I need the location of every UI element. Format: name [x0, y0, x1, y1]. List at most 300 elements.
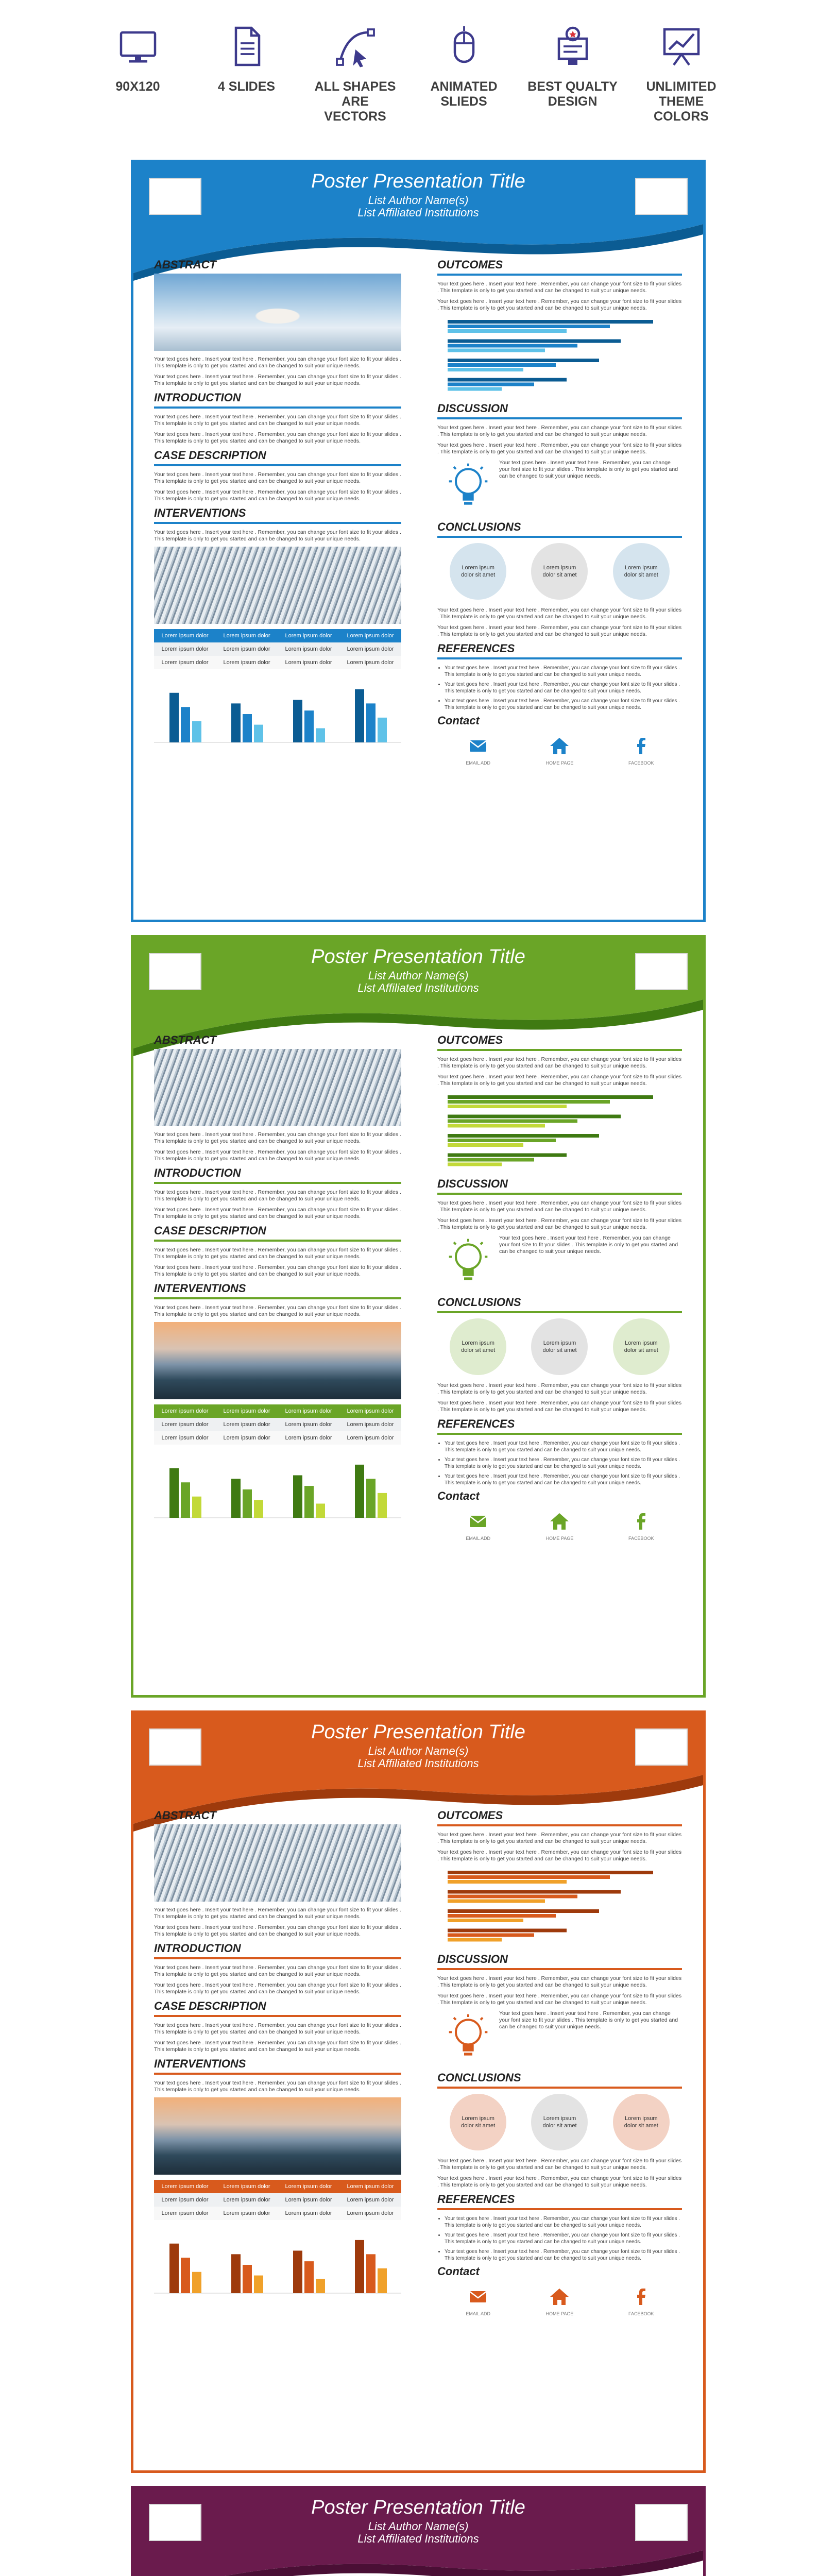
- email-icon: [467, 1510, 489, 1533]
- hbar-1-S3: [448, 1900, 545, 1903]
- vertical-bar-chart: [154, 1456, 401, 1528]
- conclusion-circles: [437, 1318, 682, 1375]
- case-text-2: Your text goes here . Insert your text here . Remember, you can change your font size to fit your slides . This template is only to get you started and can be changed to suit your unique needs.: [154, 1264, 401, 1277]
- section-divider: [154, 464, 401, 466]
- section-title-contact: Contact: [437, 714, 480, 727]
- section-title-references: REFERENCES: [437, 2193, 515, 2206]
- idea-row: [437, 1235, 682, 1292]
- outcomes-text-2: Your text goes here . Insert your text here . Remember, you can change your font size to fit your slides . This template is only to get you started and can be changed to suit your unique needs.: [437, 1074, 682, 1087]
- conclusion-circle: Lorem ipsum dolor sit amet: [613, 543, 670, 600]
- hbar-3-S2: [448, 383, 534, 386]
- table-cell: Lorem ipsum dolor: [285, 1435, 332, 1441]
- bar-A-S1: [169, 693, 179, 742]
- outcomes-text: Your text goes here . Insert your text here . Remember, you can change your font size to fit your slides . This template is only to get you started and can be changed to suit your unique needs.: [437, 1832, 682, 1844]
- home-icon: [548, 1510, 571, 1533]
- bar-A-S2: [181, 2258, 190, 2293]
- table-cell: Lorem ipsum dolor: [347, 1435, 394, 1441]
- table-cell: Lorem ipsum dolor: [285, 633, 332, 639]
- contact-email[interactable]: [442, 1510, 514, 1541]
- right-column: [437, 1033, 682, 1541]
- table-cell: Lorem ipsum dolor: [285, 1421, 332, 1428]
- section-divider: [437, 657, 682, 659]
- references-list: [437, 2215, 682, 2262]
- reference-item: • Your text goes here . Insert your text here . Remember, you can change your font size to fit your slides . This template is only to get you started and can be changed to suit your unique needs.: [445, 2215, 682, 2229]
- interventions-text: Your text goes here . Insert your text here . Remember, you can change your font size to fit your slides . This template is only to get you started and can be changed to suit your unique needs.: [154, 1304, 401, 1317]
- conclusions-text: Your text goes here . Insert your text here . Remember, you can change your font size to fit your slides . This template is only to get you started and can be changed to suit your unique needs.: [437, 607, 682, 620]
- contact-home[interactable]: [523, 735, 595, 766]
- case-text-2: Your text goes here . Insert your text here . Remember, you can change your font size to fit your slides . This template is only to get you started and can be changed to suit your unique needs.: [154, 2040, 401, 2053]
- hbar-2-S3: [448, 368, 523, 371]
- bar-B-S1: [231, 703, 241, 742]
- email-icon: [467, 735, 489, 757]
- hbar-0-S3: [448, 329, 567, 333]
- conclusion-circle: Lorem ipsum dolor sit amet: [450, 2094, 506, 2150]
- section-divider: [437, 536, 682, 538]
- section-title-introduction: INTRODUCTION: [154, 1166, 241, 1179]
- abstract-text-2: Your text goes here . Insert your text here . Remember, you can change your font size to fit your slides . This template is only to get you started and can be changed to suit your unique needs.: [154, 1924, 401, 1937]
- hbar-3-S3: [448, 1163, 502, 1166]
- section-divider: [154, 406, 401, 409]
- reference-item: • Your text goes here . Insert your text here . Remember, you can change your font size to fit your slides . This template is only to get you started and can be changed to suit your unique needs.: [445, 1473, 682, 1486]
- poster-slide-purple: [131, 2486, 706, 2576]
- email-icon: [467, 2285, 489, 2308]
- hbar-3-S1: [448, 378, 567, 382]
- monitor-icon: [112, 21, 164, 72]
- bar-B-S2: [243, 714, 252, 742]
- conclusion-circle: Lorem ipsum dolor sit amet: [531, 1318, 588, 1375]
- contact-label: EMAIL ADD: [466, 1536, 490, 1541]
- poster-institutions: List Affiliated Institutions: [357, 206, 479, 219]
- section-title-introduction: INTRODUCTION: [154, 391, 241, 404]
- table-cell: Lorem ipsum dolor: [223, 2210, 270, 2216]
- table-cell: Lorem ipsum dolor: [223, 1408, 270, 1414]
- conclusion-circle: Lorem ipsum dolor sit amet: [450, 1318, 506, 1375]
- idea-row: [437, 2010, 682, 2067]
- horizontal-bar-chart: [437, 1869, 682, 1946]
- hbar-1-S3: [448, 349, 545, 352]
- table-cell: Lorem ipsum dolor: [223, 1435, 270, 1441]
- abstract-photo: [154, 1824, 401, 1902]
- contact-label: HOME PAGE: [545, 760, 574, 766]
- section-title-interventions: INTERVENTIONS: [154, 2057, 246, 2070]
- right-column: [437, 1809, 682, 2316]
- section-title-contact: Contact: [437, 2265, 480, 2278]
- vector-shapes-icon: [330, 21, 381, 72]
- table-cell: Lorem ipsum dolor: [161, 1408, 209, 1414]
- hbar-3-S3: [448, 1938, 502, 1942]
- section-divider: [437, 417, 682, 419]
- contact-facebook[interactable]: [605, 1510, 677, 1541]
- poster-title: Poster Presentation Title: [311, 1721, 525, 1743]
- lightbulb-icon: [437, 1235, 499, 1292]
- abstract-text-2: Your text goes here . Insert your text here . Remember, you can change your font size to fit your slides . This template is only to get you started and can be changed to suit your unique needs.: [154, 1149, 401, 1162]
- table-cell: Lorem ipsum dolor: [347, 2197, 394, 2203]
- idea-text: Your text goes here . Insert your text here . Remember, you can change your font size to fit your slides . This template is only to get you started and can be changed to suit your unique needs.: [499, 1235, 678, 1255]
- hbar-2-S1: [448, 1134, 599, 1138]
- introduction-text: Your text goes here . Insert your text here . Remember, you can change your font size to fit your slides . This template is only to get you started and can be changed to suit your unique needs.: [154, 414, 401, 427]
- section-title-conclusions: CONCLUSIONS: [437, 2071, 521, 2084]
- table-cell: Lorem ipsum dolor: [223, 659, 270, 666]
- section-divider: [437, 2208, 682, 2210]
- feature-label: ALL SHAPES ARE VECTORS: [314, 79, 396, 124]
- table-cell: Lorem ipsum dolor: [285, 646, 332, 652]
- table-cell: Lorem ipsum dolor: [161, 2183, 209, 2190]
- bar-C-S2: [304, 710, 314, 742]
- interventions-text: Your text goes here . Insert your text here . Remember, you can change your font size to fit your slides . This template is only to get you started and can be changed to suit your unique needs.: [154, 2080, 401, 2093]
- introduction-text-2: Your text goes here . Insert your text here . Remember, you can change your font size to fit your slides . This template is only to get you started and can be changed to suit your unique needs.: [154, 431, 401, 444]
- table-row: [154, 1418, 401, 1431]
- table-row: [154, 2193, 401, 2207]
- introduction-text: Your text goes here . Insert your text here . Remember, you can change your font size to fit your slides . This template is only to get you started and can be changed to suit your unique needs.: [154, 1964, 401, 1977]
- poster-institutions: List Affiliated Institutions: [357, 981, 479, 994]
- poster-title: Poster Presentation Title: [311, 171, 525, 192]
- poster-slide-blue: [131, 160, 706, 922]
- feature-quality: [527, 21, 618, 134]
- discussion-text: Your text goes here . Insert your text here . Remember, you can change your font size to fit your slides . This template is only to get you started and can be changed to suit your unique needs.: [437, 1975, 682, 1988]
- conclusion-circles: [437, 543, 682, 600]
- section-divider: [154, 522, 401, 524]
- abstract-text: Your text goes here . Insert your text here . Remember, you can change your font size to fit your slides . This template is only to get you started and can be changed to suit your unique needs.: [154, 1131, 401, 1144]
- left-column: [154, 258, 401, 755]
- poster-title: Poster Presentation Title: [311, 2497, 525, 2518]
- bar-B-S3: [254, 725, 263, 742]
- abstract-photo: [154, 1049, 401, 1126]
- outcomes-text-2: Your text goes here . Insert your text here . Remember, you can change your font size to fit your slides . This template is only to get you started and can be changed to suit your unique needs.: [437, 1849, 682, 1862]
- reference-item: • Your text goes here . Insert your text here . Remember, you can change your font size to fit your slides . This template is only to get you started and can be changed to suit your unique needs.: [445, 2232, 682, 2245]
- bar-D-S2: [366, 2254, 376, 2293]
- section-title-conclusions: CONCLUSIONS: [437, 1296, 521, 1309]
- hbar-2-S1: [448, 359, 599, 362]
- horizontal-bar-chart: [437, 1093, 682, 1171]
- reference-item: • Your text goes here . Insert your text here . Remember, you can change your font size to fit your slides . This template is only to get you started and can be changed to suit your unique needs.: [445, 681, 682, 694]
- abstract-text: Your text goes here . Insert your text here . Remember, you can change your font size to fit your slides . This template is only to get you started and can be changed to suit your unique needs.: [154, 1907, 401, 1920]
- conclusion-circle: Lorem ipsum dolor sit amet: [450, 543, 506, 600]
- section-title-outcomes: OUTCOMES: [437, 1033, 503, 1046]
- table-cell: Lorem ipsum dolor: [161, 2210, 209, 2216]
- bar-B-S1: [231, 1479, 241, 1518]
- hbar-0-S1: [448, 320, 653, 324]
- contact-label: FACEBOOK: [628, 1536, 654, 1541]
- table-cell: Lorem ipsum dolor: [161, 1421, 209, 1428]
- section-title-abstract: ABSTRACT: [154, 1033, 216, 1046]
- hbar-3-S2: [448, 1934, 534, 1937]
- table-cell: Lorem ipsum dolor: [161, 646, 209, 652]
- outcomes-text: Your text goes here . Insert your text here . Remember, you can change your font size to fit your slides . This template is only to get you started and can be changed to suit your unique needs.: [437, 281, 682, 294]
- bar-D-S2: [366, 1479, 376, 1518]
- hbar-1-S1: [448, 340, 621, 343]
- table-row: [154, 642, 401, 656]
- abstract-text-2: Your text goes here . Insert your text here . Remember, you can change your font size to fit your slides . This template is only to get you started and can be changed to suit your unique needs.: [154, 374, 401, 386]
- bar-C-S1: [293, 2251, 302, 2294]
- bar-C-S3: [316, 2279, 325, 2294]
- table-cell: Lorem ipsum dolor: [347, 2210, 394, 2216]
- discussion-text: Your text goes here . Insert your text here . Remember, you can change your font size to fit your slides . This template is only to get you started and can be changed to suit your unique needs.: [437, 1200, 682, 1213]
- interventions-photo: [154, 547, 401, 624]
- section-title-conclusions: CONCLUSIONS: [437, 520, 521, 533]
- section-divider: [437, 1311, 682, 1313]
- bar-B-S3: [254, 1500, 263, 1518]
- hbar-3-S1: [448, 1929, 567, 1933]
- feature-label: 4 SLIDES: [217, 79, 276, 94]
- table-cell: Lorem ipsum dolor: [347, 2183, 394, 2190]
- hbar-2-S3: [448, 1919, 523, 1922]
- section-title-contact: Contact: [437, 1489, 480, 1502]
- hbar-2-S3: [448, 1143, 523, 1147]
- section-divider: [154, 1297, 401, 1299]
- home-icon: [548, 2285, 571, 2308]
- section-title-interventions: INTERVENTIONS: [154, 1282, 246, 1295]
- poster-slide-green: [131, 935, 706, 1698]
- table-cell: Lorem ipsum dolor: [347, 646, 394, 652]
- section-title-case-description: CASE DESCRIPTION: [154, 1224, 266, 1237]
- hbar-0-S3: [448, 1880, 567, 1884]
- contact-row: [437, 1510, 682, 1541]
- lightbulb-icon: [437, 460, 499, 516]
- hbar-2-S2: [448, 363, 556, 367]
- section-title-outcomes: OUTCOMES: [437, 258, 503, 271]
- discussion-text: Your text goes here . Insert your text here . Remember, you can change your font size to fit your slides . This template is only to get you started and can be changed to suit your unique needs.: [437, 425, 682, 437]
- reference-item: • Your text goes here . Insert your text here . Remember, you can change your font size to fit your slides . This template is only to get you started and can be changed to suit your unique needs.: [445, 2248, 682, 2262]
- feature-label: UNLIMITED THEME COLORS: [646, 79, 716, 124]
- hbar-0-S2: [448, 1100, 610, 1104]
- conclusion-circle: Lorem ipsum dolor sit amet: [613, 1318, 670, 1375]
- hbar-0-S1: [448, 1871, 653, 1874]
- table-cell: Lorem ipsum dolor: [161, 2197, 209, 2203]
- features-bar: [93, 21, 726, 134]
- poster-institutions: List Affiliated Institutions: [357, 2532, 479, 2545]
- section-divider: [154, 1957, 401, 1959]
- table-cell: Lorem ipsum dolor: [347, 1421, 394, 1428]
- references-list: [437, 1440, 682, 1486]
- bar-D-S3: [378, 718, 387, 742]
- bar-A-S3: [192, 2272, 201, 2293]
- bar-D-S2: [366, 703, 376, 742]
- poster-title: Poster Presentation Title: [311, 946, 525, 968]
- bar-A-S2: [181, 1482, 190, 1518]
- outcomes-text: Your text goes here . Insert your text here . Remember, you can change your font size to fit your slides . This template is only to get you started and can be changed to suit your unique needs.: [437, 1056, 682, 1069]
- contact-email[interactable]: [442, 2285, 514, 2316]
- vertical-bar-chart: [154, 2231, 401, 2303]
- table-row: [154, 656, 401, 669]
- lightbulb-icon: [437, 2010, 499, 2067]
- facebook-icon: [630, 2285, 653, 2308]
- table-row: [154, 2207, 401, 2220]
- contact-label: FACEBOOK: [628, 760, 654, 766]
- table-cell: Lorem ipsum dolor: [223, 2183, 270, 2190]
- table-row: [154, 2180, 401, 2193]
- conclusion-circles: [437, 2094, 682, 2150]
- case-text: Your text goes here . Insert your text here . Remember, you can change your font size to fit your slides . This template is only to get you started and can be changed to suit your unique needs.: [154, 2022, 401, 2035]
- bar-A-S3: [192, 721, 201, 742]
- contact-home[interactable]: [523, 1510, 595, 1541]
- conclusions-text: Your text goes here . Insert your text here . Remember, you can change your font size to fit your slides . This template is only to get you started and can be changed to suit your unique needs.: [437, 1382, 682, 1395]
- contact-label: FACEBOOK: [628, 2311, 654, 2316]
- section-divider: [437, 2087, 682, 2089]
- bar-A-S3: [192, 1497, 201, 1518]
- conclusion-circle: Lorem ipsum dolor sit amet: [613, 2094, 670, 2150]
- conclusion-circle: Lorem ipsum dolor sit amet: [531, 543, 588, 600]
- bar-C-S2: [304, 1486, 314, 1518]
- chart-presentation-icon: [656, 21, 707, 72]
- table-cell: Lorem ipsum dolor: [285, 2210, 332, 2216]
- hbar-1-S1: [448, 1890, 621, 1894]
- reference-item: • Your text goes here . Insert your text here . Remember, you can change your font size to fit your slides . This template is only to get you started and can be changed to suit your unique needs.: [445, 1456, 682, 1470]
- bar-C-S1: [293, 700, 302, 743]
- left-column: [154, 1033, 401, 1531]
- contact-row: [437, 735, 682, 766]
- contact-label: HOME PAGE: [545, 2311, 574, 2316]
- table-cell: Lorem ipsum dolor: [285, 1408, 332, 1414]
- bar-A-S1: [169, 2244, 179, 2293]
- section-divider: [154, 2015, 401, 2017]
- hbar-1-S2: [448, 1120, 577, 1123]
- hbar-3-S3: [448, 387, 502, 391]
- section-title-references: REFERENCES: [437, 1417, 515, 1430]
- hbar-0-S1: [448, 1095, 653, 1099]
- section-divider: [154, 1240, 401, 1242]
- right-column: [437, 258, 682, 766]
- contact-label: HOME PAGE: [545, 1536, 574, 1541]
- section-title-case-description: CASE DESCRIPTION: [154, 449, 266, 462]
- reference-item: • Your text goes here . Insert your text here . Remember, you can change your font size to fit your slides . This template is only to get you started and can be changed to suit your unique needs.: [445, 1440, 682, 1453]
- table-row: [154, 1404, 401, 1418]
- feature-label: 90X120: [115, 79, 160, 94]
- bar-C-S1: [293, 1476, 302, 1518]
- bar-A-S2: [181, 707, 190, 742]
- table-cell: Lorem ipsum dolor: [161, 1435, 209, 1441]
- table-cell: Lorem ipsum dolor: [285, 659, 332, 666]
- discussion-text-2: Your text goes here . Insert your text here . Remember, you can change your font size to fit your slides . This template is only to get you started and can be changed to suit your unique needs.: [437, 442, 682, 455]
- hbar-1-S1: [448, 1115, 621, 1118]
- bar-D-S1: [355, 2240, 364, 2293]
- data-table: [154, 2180, 401, 2220]
- bar-C-S3: [316, 1504, 325, 1518]
- contact-row: [437, 2285, 682, 2316]
- bar-B-S2: [243, 1489, 252, 1518]
- contact-label: EMAIL ADD: [466, 760, 490, 766]
- hbar-1-S3: [448, 1124, 545, 1128]
- conclusions-text: Your text goes here . Insert your text here . Remember, you can change your font size to fit your slides . This template is only to get you started and can be changed to suit your unique needs.: [437, 2158, 682, 2171]
- facebook-icon: [630, 1510, 653, 1533]
- left-column: [154, 1809, 401, 2306]
- case-text-2: Your text goes here . Insert your text here . Remember, you can change your font size to fit your slides . This template is only to get you started and can be changed to suit your unique needs.: [154, 489, 401, 502]
- discussion-text-2: Your text goes here . Insert your text here . Remember, you can change your font size to fit your slides . This template is only to get you started and can be changed to suit your unique needs.: [437, 1217, 682, 1230]
- section-divider: [437, 1824, 682, 1826]
- contact-home[interactable]: [523, 2285, 595, 2316]
- section-divider: [437, 1433, 682, 1435]
- hbar-2-S1: [448, 1909, 599, 1913]
- section-divider: [154, 2073, 401, 2075]
- vertical-bar-chart: [154, 681, 401, 753]
- introduction-text: Your text goes here . Insert your text here . Remember, you can change your font size to fit your slides . This template is only to get you started and can be changed to suit your unique needs.: [154, 1189, 401, 1202]
- section-divider: [437, 1049, 682, 1051]
- hbar-0-S2: [448, 1875, 610, 1879]
- reference-item: • Your text goes here . Insert your text here . Remember, you can change your font size to fit your slides . This template is only to get you started and can be changed to suit your unique needs.: [445, 665, 682, 678]
- outcomes-text-2: Your text goes here . Insert your text here . Remember, you can change your font size to fit your slides . This template is only to get you started and can be changed to suit your unique needs.: [437, 298, 682, 311]
- table-cell: Lorem ipsum dolor: [347, 659, 394, 666]
- section-title-case-description: CASE DESCRIPTION: [154, 1999, 266, 2012]
- hbar-2-S2: [448, 1139, 556, 1142]
- idea-row: [437, 460, 682, 516]
- idea-text: Your text goes here . Insert your text here . Remember, you can change your font size to fit your slides . This template is only to get you started and can be changed to suit your unique needs.: [499, 460, 678, 479]
- hbar-1-S2: [448, 1895, 577, 1899]
- bar-D-S1: [355, 689, 364, 742]
- table-cell: Lorem ipsum dolor: [161, 633, 209, 639]
- section-divider: [437, 1193, 682, 1195]
- introduction-text-2: Your text goes here . Insert your text here . Remember, you can change your font size to fit your slides . This template is only to get you started and can be changed to suit your unique needs.: [154, 1982, 401, 1995]
- feature-label: BEST QUALTY DESIGN: [527, 79, 618, 109]
- section-title-discussion: DISCUSSION: [437, 1953, 508, 1965]
- hbar-1-S2: [448, 344, 577, 348]
- conclusions-text-2: Your text goes here . Insert your text here . Remember, you can change your font size to fit your slides . This template is only to get you started and can be changed to suit your unique needs.: [437, 1400, 682, 1413]
- bar-B-S1: [231, 2254, 241, 2293]
- home-icon: [548, 735, 571, 757]
- document-icon: [221, 21, 272, 72]
- table-cell: Lorem ipsum dolor: [223, 646, 270, 652]
- abstract-text: Your text goes here . Insert your text here . Remember, you can change your font size to fit your slides . This template is only to get you started and can be changed to suit your unique needs.: [154, 356, 401, 369]
- section-title-introduction: INTRODUCTION: [154, 1942, 241, 1955]
- bar-D-S3: [378, 1493, 387, 1518]
- section-divider: [437, 274, 682, 276]
- data-table: [154, 1404, 401, 1445]
- reference-item: • Your text goes here . Insert your text here . Remember, you can change your font size to fit your slides . This template is only to get you started and can be changed to suit your unique needs.: [445, 698, 682, 711]
- interventions-photo: [154, 2097, 401, 2175]
- table-cell: Lorem ipsum dolor: [347, 1408, 394, 1414]
- award-icon: [547, 21, 599, 72]
- contact-facebook[interactable]: [605, 735, 677, 766]
- hbar-3-S2: [448, 1158, 534, 1162]
- poster-authors: List Author Name(s): [368, 1744, 469, 1757]
- introduction-text-2: Your text goes here . Insert your text here . Remember, you can change your font size to fit your slides . This template is only to get you started and can be changed to suit your unique needs.: [154, 1207, 401, 1219]
- contact-email[interactable]: [442, 735, 514, 766]
- idea-text: Your text goes here . Insert your text here . Remember, you can change your font size to fit your slides . This template is only to get you started and can be changed to suit your unique needs.: [499, 2010, 678, 2030]
- mouse-icon: [438, 21, 490, 72]
- horizontal-bar-chart: [437, 318, 682, 395]
- bar-C-S2: [304, 2261, 314, 2293]
- data-table: [154, 629, 401, 669]
- poster-header: [133, 2488, 703, 2576]
- poster-authors: List Author Name(s): [368, 194, 469, 207]
- poster-authors: List Author Name(s): [368, 2520, 469, 2533]
- poster-slide-orange: [131, 1710, 706, 2473]
- conclusions-text-2: Your text goes here . Insert your text here . Remember, you can change your font size to fit your slides . This template is only to get you started and can be changed to suit your unique needs.: [437, 624, 682, 637]
- section-title-abstract: ABSTRACT: [154, 1809, 216, 1822]
- section-title-discussion: DISCUSSION: [437, 402, 508, 415]
- table-cell: Lorem ipsum dolor: [285, 2197, 332, 2203]
- section-title-outcomes: OUTCOMES: [437, 1809, 503, 1822]
- feature-size: [93, 21, 183, 134]
- table-cell: Lorem ipsum dolor: [161, 659, 209, 666]
- contact-facebook[interactable]: [605, 2285, 677, 2316]
- bar-A-S1: [169, 1468, 179, 1518]
- section-title-discussion: DISCUSSION: [437, 1177, 508, 1190]
- bar-D-S1: [355, 1465, 364, 1518]
- section-title-references: REFERENCES: [437, 642, 515, 655]
- contact-label: EMAIL ADD: [466, 2311, 490, 2316]
- table-cell: Lorem ipsum dolor: [223, 633, 270, 639]
- feature-slides: [201, 21, 292, 134]
- interventions-text: Your text goes here . Insert your text here . Remember, you can change your font size to fit your slides . This template is only to get you started and can be changed to suit your unique needs.: [154, 529, 401, 542]
- section-title-interventions: INTERVENTIONS: [154, 506, 246, 519]
- bar-B-S2: [243, 2265, 252, 2293]
- interventions-photo: [154, 1322, 401, 1399]
- bar-C-S3: [316, 728, 325, 743]
- conclusion-circle: Lorem ipsum dolor sit amet: [531, 2094, 588, 2150]
- table-cell: Lorem ipsum dolor: [347, 633, 394, 639]
- section-divider: [154, 1182, 401, 1184]
- conclusions-text-2: Your text goes here . Insert your text here . Remember, you can change your font size to fit your slides . This template is only to get you started and can be changed to suit your unique needs.: [437, 2175, 682, 2188]
- hbar-3-S1: [448, 1154, 567, 1157]
